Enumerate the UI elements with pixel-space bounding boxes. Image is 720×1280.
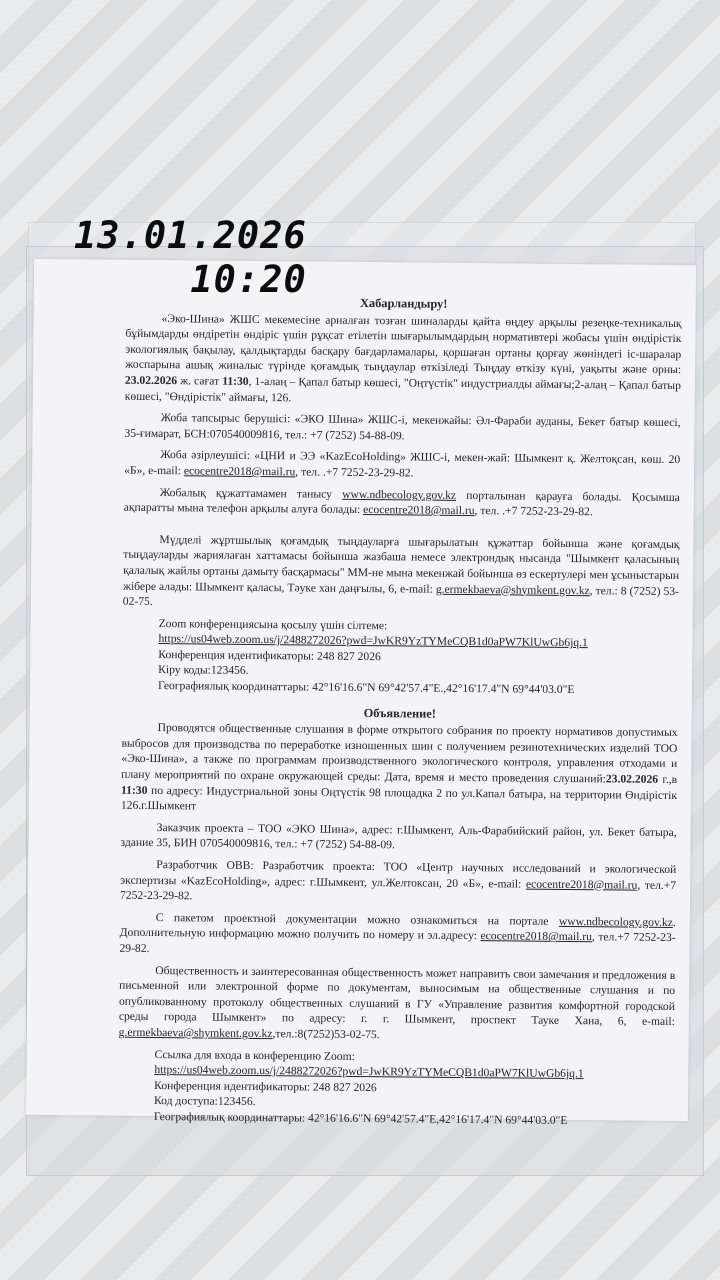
- ru-email-link-2[interactable]: ecocentre2018@mail.ru: [480, 929, 593, 944]
- ru-access-code: Код доступа:123456.: [153, 1094, 256, 1109]
- kz-paragraph-2: Жоба тапсырыс берушісі: «ЭКО Шина» ЖШС-і, мекенжайы: Әл-Фараби ауданы, Бекет батыр көшесі, 35-ғимарат, БСН:070540009816, тел.: +7 (7252) 54-88-09.: [124, 411, 681, 443]
- ru-paragraph-1: Проводятся общественные слушания в форме открытого собрания по проекту нормативов допустимых выбросов для производства по переработке изношенных шин с получением резинотехнических изделий ТОО «Эко-Шина», а также по программам производственного экологического контроля, управления отходами и плану мероприятий по охране окружающей среды: Дата, время и место проведения слушаний:23.02.2026 г.,в 11:30 по адресу: Индустриальной зоны Оңтүстік 98 площадка 2 по ул.Капал батыра, на территории Өндірістік 126.г.Шымкент: [120, 721, 678, 813]
- kz-paragraph-3: Жоба әзірлеушісі: «ЦНИ и ЭЭ «KazEcoHolding» ЖШС-і, мекен-жай: Шымкент қ. Желтоқсан, көш. 20 «Б», e-mail: ecocentre2018@mail.ru, тел. .+7 7252-23-29-82.: [124, 448, 681, 480]
- kz-gov-email-link[interactable]: g.ermekbaeva@shymkent.gov.kz: [435, 582, 590, 597]
- kz-title: Хабарландыру!: [359, 295, 448, 311]
- ru-email-link[interactable]: ecocentre2018@mail.ru: [525, 877, 638, 892]
- ru-conference-id: Конференция идентификаторы: 248 827 2026: [154, 1078, 377, 1094]
- kz-zoom-link[interactable]: https://us04web.zoom.us/j/2488272026?pwd=JwKR9YzTYMeCQB1d0aPW7KlUwGb6jq.1: [158, 632, 588, 650]
- notice-sheet: [26, 259, 696, 1127]
- ru-zoom-label: Ссылка для входа в конференцию Zoom:: [154, 1047, 355, 1063]
- kz-email-link[interactable]: ecocentre2018@mail.ru: [183, 464, 296, 479]
- kz-conference-id: Конференция идентификаторы: 248 827 2026: [158, 647, 381, 664]
- kz-paragraph-1: «Эко-Шина» ЖШС мекемесіне арналған тозған шиналарды қайта өңдеу арқылы резеңке-техникалық бұйымдарды өндіретін өндіріс үшін рұқсат етілетін шығарылымдардың нормативтері жобасы үшін өндірістік экологиялық бақылау, қалдықтарды басқару бағдарламалары, қоршаған ортаны қорғау жөніндегі іс-шаралар жоспарына ашық жиналыс түрінде қоғамдық тыңдаулар өткізіледі Тыңдау өткізу күні, уақыты және орны: 23.02.2026 ж. сағат 11:30, 1-алаң – Қапал батыр көшесі, "Оңтүстік" индустриалды аймағы;2-алаң – Қапал батыр көшесі, "Өндірістік" аймағы, 126.: [124, 311, 682, 404]
- kz-portal-link[interactable]: www.ndbecology.gov.kz: [342, 487, 457, 502]
- kz-coordinates: Географиялық координаттары: 42°16'16.6"N 69°42'57.4"E.,42°16'17.4"N 69°44'03.0"E: [157, 679, 575, 697]
- kz-paragraph-4: Жобалық құжаттамамен танысу www.ndbecology.gov.kz порталынан қарауға болады. Қосымша ақпаратты мына телефон арқылы алуға болады: ecocentre2018@mail.ru, тел. .+7 7252-23-29-82.: [123, 485, 680, 519]
- ru-zoom-link[interactable]: https://us04web.zoom.us/j/2488272026?pwd=JwKR9YzTYMeCQB1d0aPW7KlUwGb6jq.1: [154, 1063, 584, 1081]
- kz-email-link-2[interactable]: ecocentre2018@mail.ru: [363, 503, 475, 518]
- kz-paragraph-5: Мүдделі жұртшылық қоғамдық тыңдауларға шығарылатын құжаттар бойынша және қоғамдық тыңдауларды жариялаған хаттамасы бойынша жазбаша немесе электрондық нысанда "Шымкент қаласының қалалық жайлы ортаны дамыту басқармасы" ММ-не мына мекенжай бойынша өз ескертулері мен ұсыныстарын жібере алады: Шымкент қаласы, Тәуке хан даңғылы, 6, e-mail: g.ermekbaeva@shymkent.gov.kz, тел.: 8 (7252) 53-02-75.: [122, 532, 680, 609]
- timestamp-overlay: [74, 214, 307, 302]
- ru-coordinates: Географиялық координаттары: 42°16'16.6"N 69°42'57.4"E,42°16'17.4"N 69°44'03.0"E: [153, 1109, 568, 1127]
- ru-gov-email-link[interactable]: g.ermekbaeva@shymkent.gov.kz: [118, 1025, 273, 1041]
- kz-zoom-label: Zoom конференциясына қосылу үшін сілтеме:: [158, 616, 388, 632]
- ru-paragraph-5: Общественность и заинтересованная общественность может направить свои замечания и предложения в письменной или электронной форме по документам, выносимым на общественные слушания и по опубликованному протоколу общественных слушаний в ГУ «Управление развития комфортной городской среды города Шымкент» по адресу: г. г. Шымкент, проспект Тауке Хана, 6, e-mail: g.ermekbaeva@shymkent.gov.kz,тел.:8(7252)53-02-75.: [118, 963, 676, 1042]
- ru-title: Объявление!: [363, 705, 437, 721]
- ru-paragraph-2: Заказчик проекта – ТОО «ЭКО Шина», адрес: г.Шымкент, Аль-Фарабийский район, ул. Бекет батыра, здание 35, БИН 070540009816, тел.: +7 (7252) 54-88-09.: [120, 820, 677, 852]
- ru-paragraph-3: Разработчик ОВВ: Разработчик проекта: ТОО «Центр научных исследований и экологической экспертизы «KazEcoHolding», адрес: г.Шымкент, ул.Желтоксан, 20 «Б», e-mail: ecocentre2018@mail.ru, тел.+7 7252-23-29-82.: [119, 858, 677, 903]
- timestamp-time: 10:20: [190, 258, 307, 301]
- kz-access-code: Кіру коды:123456.: [158, 663, 249, 678]
- ru-paragraph-4: С пакетом проектной документации можно ознакомиться на портале www.ndbecology.gov.kz. Дополнительную информацию можно получить по номеру и эл.адресу: ecocentre2018@mail.ru, тел.+7 7252-23-29-82.: [119, 910, 676, 955]
- timestamp-date: 13.01.2026: [74, 214, 307, 257]
- ru-portal-link[interactable]: www.ndbecology.gov.kz: [558, 914, 673, 929]
